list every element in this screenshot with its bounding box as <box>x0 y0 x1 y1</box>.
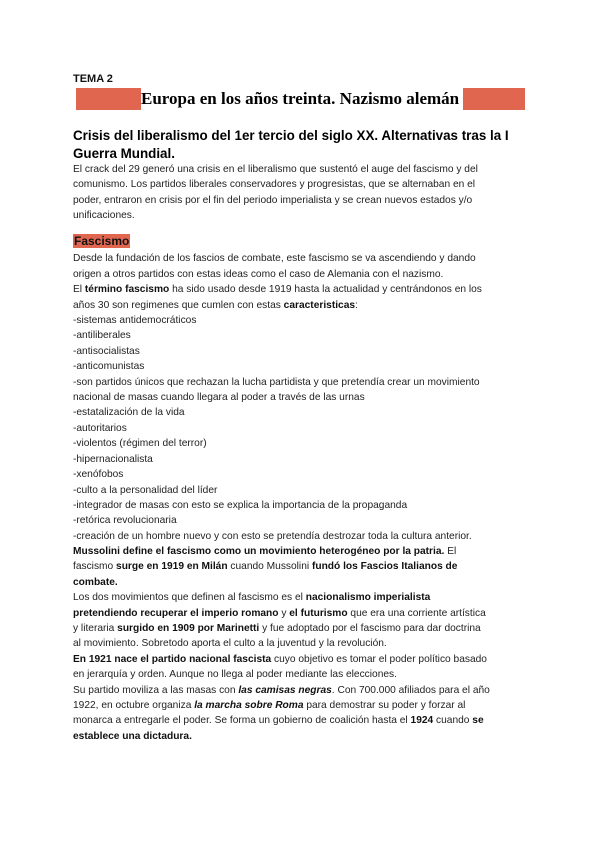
characteristic-item: -culto a la personalidad del líder <box>73 484 218 496</box>
party1921-line-1: En 1921 nace el partido nacional fascista cuyo objetivo es tomar el poder político basado <box>73 653 487 665</box>
masses-line-3: monarca a entregarle el poder. Se forma un gobierno de coalición hasta el 1924 cuando se <box>73 715 484 727</box>
mussolini-paragraph <box>73 544 533 744</box>
title-highlight-left <box>76 88 141 110</box>
characteristic-item: -autoritarios <box>73 422 127 434</box>
mussolini-line-2: fascismo surge en 1919 en Milán cuando Mussolini fundó los Fascios Italianos de <box>73 561 458 573</box>
title-row <box>73 88 525 110</box>
characteristic-item: -violentos (régimen del terror) <box>73 438 207 450</box>
termino-line-1: El término fascismo ha sido usado desde 1919 hasta la actualidad y centrándonos en los <box>73 284 482 296</box>
characteristic-item: -antiliberales <box>73 330 131 342</box>
intro-line: unificaciones. <box>73 210 135 222</box>
characteristic-item: nacional de masas cuando llegara al poder a través de las urnas <box>73 392 365 404</box>
characteristic-item: -xenófobos <box>73 469 124 481</box>
tema-label: TEMA 2 <box>73 73 113 85</box>
fascismo-intro-line: origen a otros partidos con estas ideas como el caso de Alemania con el nazismo. <box>73 268 444 280</box>
characteristic-item: -son partidos únicos que rechazan la lucha partidista y que pretendía crear un movimiento <box>73 376 480 388</box>
characteristic-item: -creación de un hombre nuevo y con esto se pretendía destrozar toda la cultura anterior. <box>73 530 472 542</box>
fascismo-section <box>73 234 533 544</box>
title-highlight-right <box>463 88 525 110</box>
movements-line-4: al movimiento. Sobretodo aporta el culto a la juventud y la revolución. <box>73 638 387 650</box>
characteristic-item: -hipernacionalista <box>73 453 153 465</box>
characteristic-item: -antisocialistas <box>73 345 140 357</box>
masses-line-4: establece una dictadura. <box>73 730 192 742</box>
mussolini-line-1: Mussolini define el fascismo como un movimiento heterogéneo por la patria. El <box>73 546 457 557</box>
characteristic-item: -retórica revolucionaria <box>73 515 177 527</box>
characteristic-item: -estatalización de la vida <box>73 407 185 419</box>
intro-line: poder, entraron en crisis por el fin del periodo imperialista y se crean nuevos estados y/o <box>73 194 473 206</box>
movements-line-3: y literaria surgido en 1909 por Marinetti y fue adoptado por el fascismo para dar doctrina <box>73 623 481 635</box>
mussolini-line-3: combate. <box>73 576 118 588</box>
characteristic-item: -integrador de masas con esto se explica la importancia de la propaganda <box>73 499 408 511</box>
movements-line-1: Los dos movimientos que definen al fascismo es el nacionalismo imperialista <box>73 592 431 604</box>
masses-line-1: Su partido moviliza a las masas con las camisas negras. Con 700.000 afiliados para el año <box>73 684 490 696</box>
intro-line: comunismo. Los partidos liberales conservadores y progresistas, que se alternaban en el <box>73 179 476 191</box>
fascismo-intro-line: Desde la fundación de los fascios de combate, este fascismo se va ascendiendo y dando <box>73 253 476 265</box>
masses-line-2: 1922, en octubre organiza la marcha sobre Roma para demostrar su poder y forzar al <box>73 700 466 712</box>
termino-line-2: años 30 son regimenes que cumlen con estas caracteristicas: <box>73 299 358 311</box>
fascismo-heading: Fascismo <box>74 234 130 248</box>
characteristic-item: -sistemas antidemocráticos <box>73 315 197 327</box>
characteristic-item: -anticomunistas <box>73 361 145 373</box>
intro-line: El crack del 29 generó una crisis en el liberalismo que sustentó el auge del fascismo y del <box>73 164 478 175</box>
page-title: Europa en los años treinta. Nazismo alemán <box>141 89 460 108</box>
party1921-line-2: en jerarquía y orden. Aunque no llega al poder mediante las elecciones. <box>73 669 397 681</box>
movements-line-2: pretendiendo recuperar el imperio romano y el futurismo que era una corriente artística <box>73 607 486 619</box>
intro-paragraph <box>73 162 533 224</box>
section-heading: Crisis del liberalismo del 1er tercio del siglo XX. Alternativas tras la I Guerra Mundial. <box>73 128 509 161</box>
